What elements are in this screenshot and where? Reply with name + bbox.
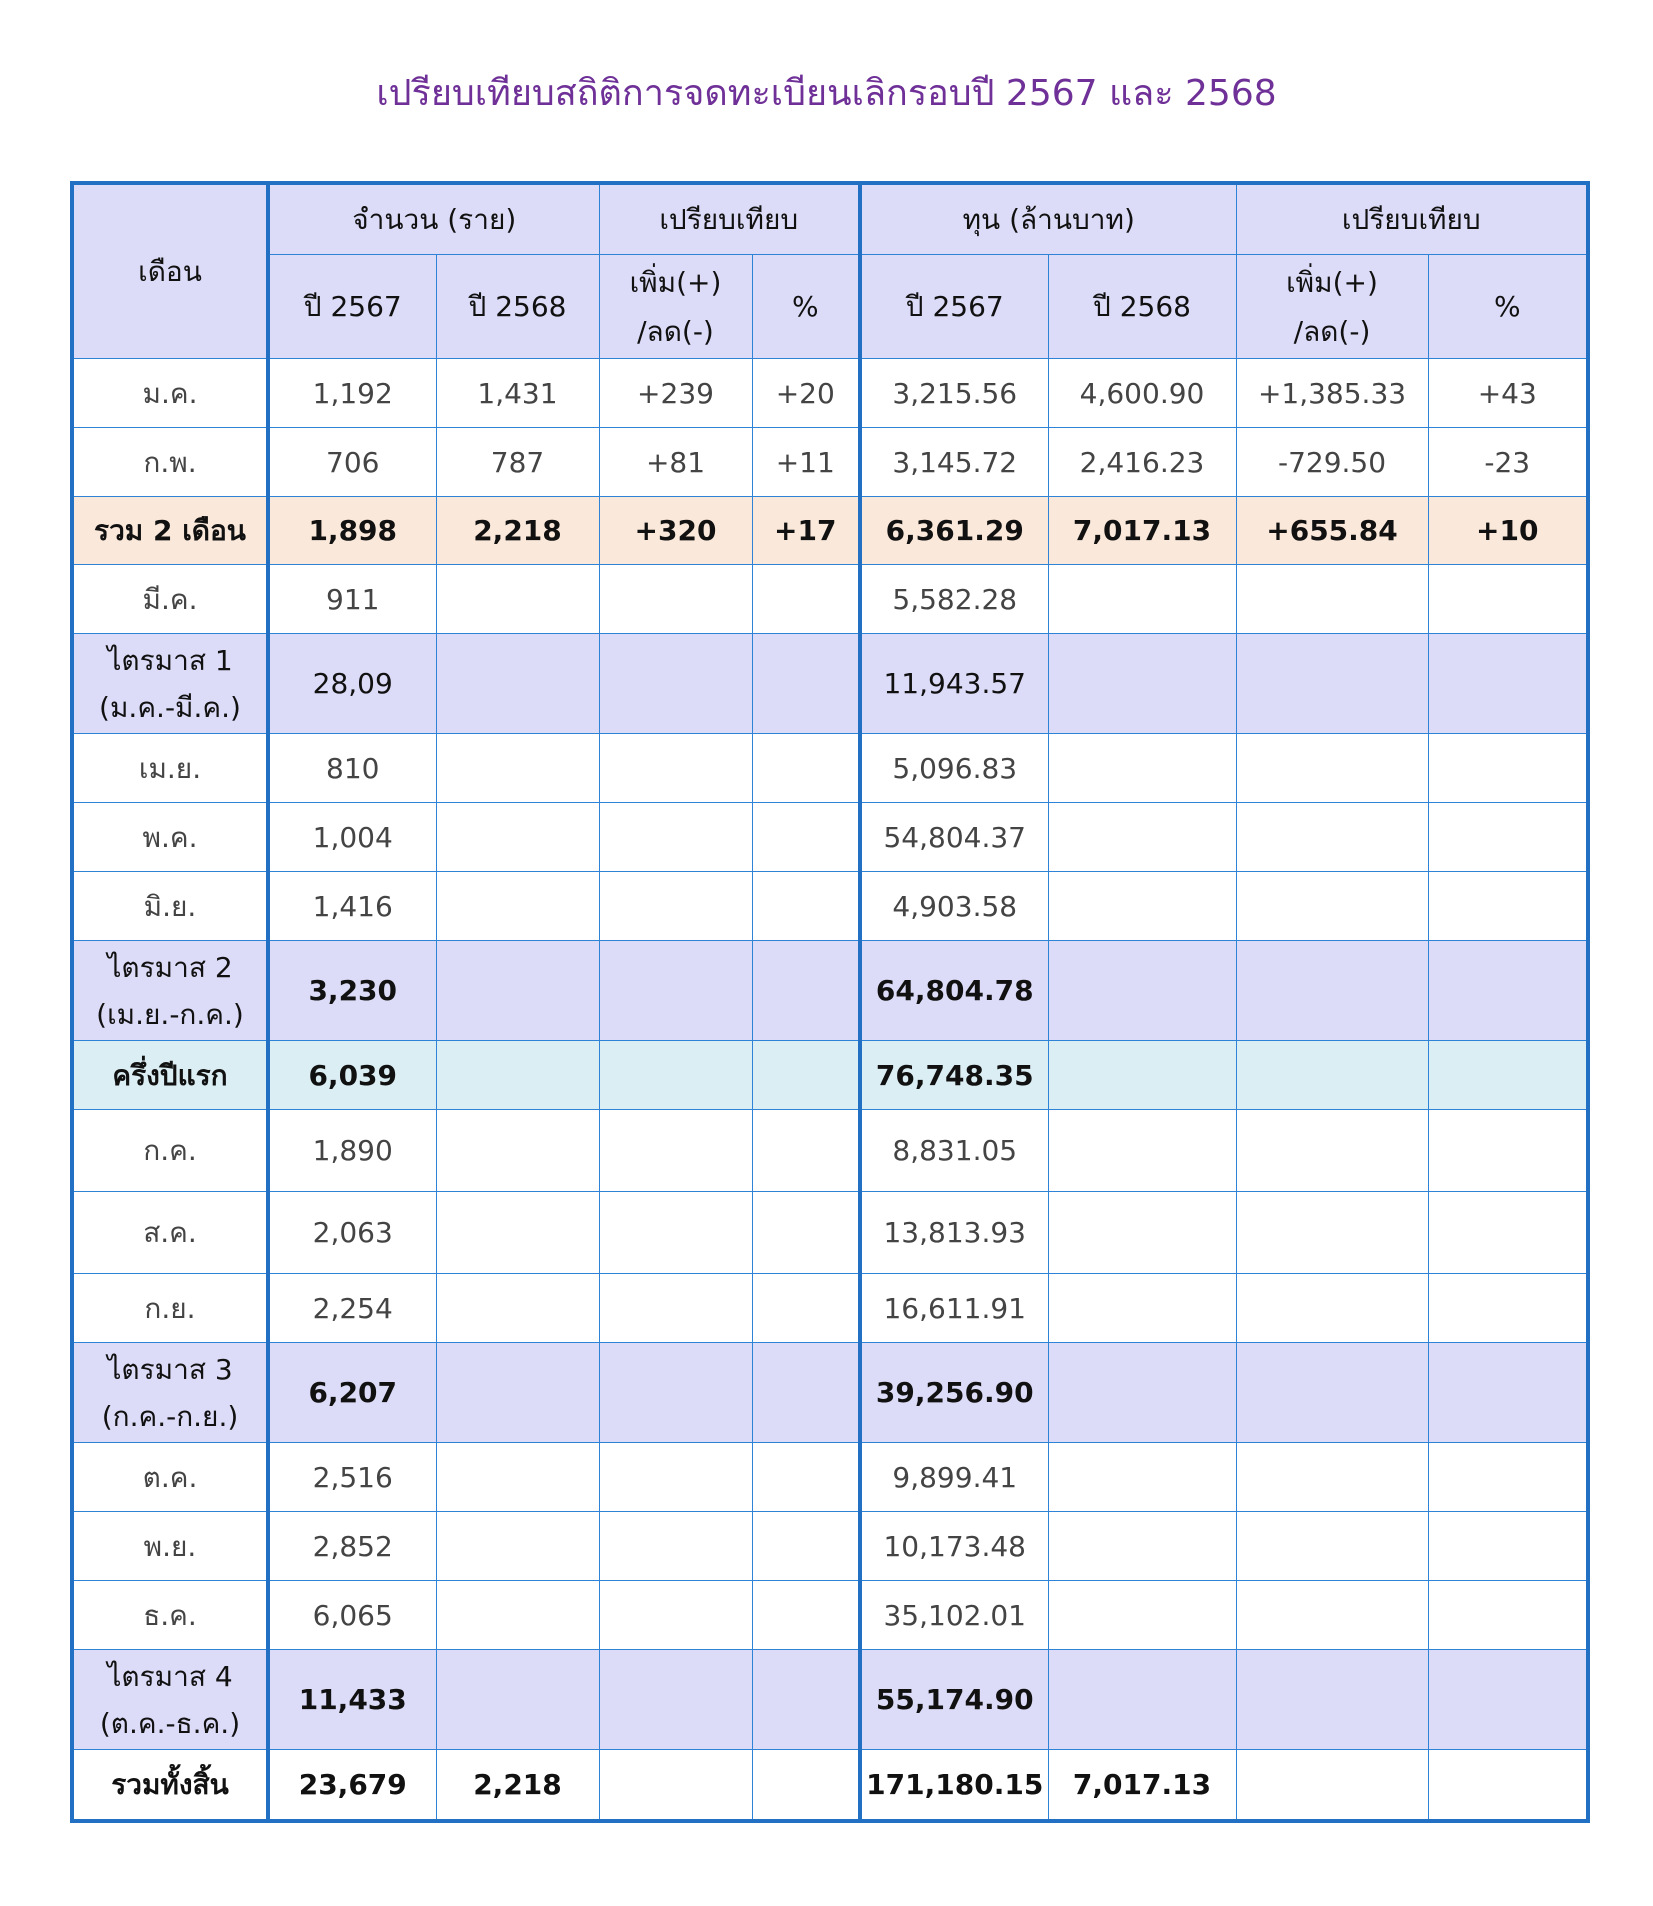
count-2567-cell: 2,516 xyxy=(268,1443,436,1512)
row-label xyxy=(72,634,268,734)
count-change-cell xyxy=(599,1581,752,1650)
capital-2567-cell: 76,748.35 xyxy=(860,1041,1048,1110)
count-change-cell xyxy=(599,1750,752,1822)
capital-2567-cell: 16,611.91 xyxy=(860,1274,1048,1343)
table-row-oct xyxy=(72,1443,1588,1512)
capital-percent-cell: +43 xyxy=(1428,359,1588,428)
count-2567-cell: 28,09 xyxy=(268,634,436,734)
row-label: ก.พ. xyxy=(72,428,268,497)
header-count-2567: ปี 2567 xyxy=(268,255,436,359)
count-change-cell: +81 xyxy=(599,428,752,497)
count-percent-cell xyxy=(752,1041,860,1110)
table-row-quarter-1 xyxy=(72,634,1588,734)
capital-percent-cell xyxy=(1428,1343,1588,1443)
capital-2568-cell xyxy=(1048,634,1236,734)
capital-percent-cell: -23 xyxy=(1428,428,1588,497)
count-change-cell xyxy=(599,1343,752,1443)
table-row-dec xyxy=(72,1581,1588,1650)
count-2567-cell: 2,852 xyxy=(268,1512,436,1581)
row-label: มิ.ย. xyxy=(72,872,268,941)
capital-2568-cell xyxy=(1048,803,1236,872)
row-label: รวม 2 เดือน xyxy=(72,497,268,565)
capital-percent-cell xyxy=(1428,1192,1588,1274)
count-2567-cell: 6,207 xyxy=(268,1343,436,1443)
table-row-jan xyxy=(72,359,1588,428)
row-label: ก.ค. xyxy=(72,1110,268,1192)
capital-change-cell xyxy=(1236,872,1428,941)
capital-change-cell xyxy=(1236,565,1428,634)
count-2567-cell: 11,433 xyxy=(268,1650,436,1750)
count-2567-cell: 1,192 xyxy=(268,359,436,428)
quarter-name: ไตรมาส 4 xyxy=(107,1659,233,1693)
count-percent-cell xyxy=(752,941,860,1041)
capital-percent-cell xyxy=(1428,634,1588,734)
count-change-cell xyxy=(599,634,752,734)
capital-percent-cell xyxy=(1428,803,1588,872)
capital-percent-cell xyxy=(1428,565,1588,634)
count-change-cell: +320 xyxy=(599,497,752,565)
count-2568-cell xyxy=(436,734,599,803)
capital-percent-cell xyxy=(1428,872,1588,941)
row-label: ก.ย. xyxy=(72,1274,268,1343)
header-change-line1: เพิ่ม(+) xyxy=(629,265,722,299)
capital-2567-cell: 5,096.83 xyxy=(860,734,1048,803)
count-2567-cell: 1,004 xyxy=(268,803,436,872)
count-2568-cell xyxy=(436,1443,599,1512)
header-capital-2568: ปี 2568 xyxy=(1048,255,1236,359)
table-row-jul xyxy=(72,1110,1588,1192)
capital-percent-cell xyxy=(1428,1041,1588,1110)
header-row-2 xyxy=(72,255,1588,359)
row-label: ส.ค. xyxy=(72,1192,268,1274)
quarter-name: ไตรมาส 2 xyxy=(107,950,233,984)
count-2567-cell: 911 xyxy=(268,565,436,634)
capital-change-cell xyxy=(1236,1110,1428,1192)
count-change-cell xyxy=(599,1274,752,1343)
capital-change-cell xyxy=(1236,1750,1428,1822)
capital-percent-cell xyxy=(1428,1750,1588,1822)
capital-2567-cell: 35,102.01 xyxy=(860,1581,1048,1650)
capital-2568-cell xyxy=(1048,872,1236,941)
table-row-apr xyxy=(72,734,1588,803)
capital-change-cell: +1,385.33 xyxy=(1236,359,1428,428)
row-label: เม.ย. xyxy=(72,734,268,803)
table-row-mar xyxy=(72,565,1588,634)
capital-2568-cell xyxy=(1048,1443,1236,1512)
count-percent-cell xyxy=(752,565,860,634)
capital-percent-cell xyxy=(1428,941,1588,1041)
count-2568-cell xyxy=(436,565,599,634)
header-count-2568: ปี 2568 xyxy=(436,255,599,359)
count-percent-cell xyxy=(752,1192,860,1274)
count-2568-cell: 1,431 xyxy=(436,359,599,428)
count-2567-cell: 6,065 xyxy=(268,1581,436,1650)
table-row-nov xyxy=(72,1512,1588,1581)
capital-2567-cell: 10,173.48 xyxy=(860,1512,1048,1581)
capital-percent-cell: +10 xyxy=(1428,497,1588,565)
row-label: รวมทั้งสิ้น xyxy=(72,1750,268,1822)
capital-2567-cell: 6,361.29 xyxy=(860,497,1048,565)
count-change-cell xyxy=(599,1443,752,1512)
capital-percent-cell xyxy=(1428,1650,1588,1750)
capital-2568-cell xyxy=(1048,1274,1236,1343)
header-capital-compare: เปรียบเทียบ xyxy=(1236,183,1588,255)
capital-change-cell xyxy=(1236,1274,1428,1343)
table-row-quarter-3 xyxy=(72,1343,1588,1443)
header-change-line2: /ลด(-) xyxy=(1293,314,1371,348)
row-label: ต.ค. xyxy=(72,1443,268,1512)
capital-2567-cell: 64,804.78 xyxy=(860,941,1048,1041)
quarter-name: ไตรมาส 1 xyxy=(107,643,233,677)
capital-2568-cell xyxy=(1048,565,1236,634)
count-2568-cell xyxy=(436,1041,599,1110)
table-row-may xyxy=(72,803,1588,872)
count-percent-cell xyxy=(752,1110,860,1192)
table-row-grand-total xyxy=(72,1750,1588,1822)
table-row-sep xyxy=(72,1274,1588,1343)
capital-2567-cell: 13,813.93 xyxy=(860,1192,1048,1274)
count-change-cell xyxy=(599,734,752,803)
capital-change-cell xyxy=(1236,634,1428,734)
count-percent-cell xyxy=(752,734,860,803)
capital-2567-cell: 171,180.15 xyxy=(860,1750,1048,1822)
count-percent-cell xyxy=(752,1650,860,1750)
capital-percent-cell xyxy=(1428,1274,1588,1343)
quarter-name: ไตรมาส 3 xyxy=(107,1352,233,1386)
row-label: ม.ค. xyxy=(72,359,268,428)
count-percent-cell xyxy=(752,1274,860,1343)
count-2567-cell: 3,230 xyxy=(268,941,436,1041)
row-label: พ.ค. xyxy=(72,803,268,872)
count-percent-cell xyxy=(752,803,860,872)
count-percent-cell xyxy=(752,1750,860,1822)
quarter-range: (ก.ค.-ก.ย.) xyxy=(101,1399,239,1433)
count-2568-cell xyxy=(436,803,599,872)
count-2568-cell xyxy=(436,1192,599,1274)
capital-change-cell xyxy=(1236,1581,1428,1650)
capital-change-cell xyxy=(1236,1192,1428,1274)
capital-change-cell xyxy=(1236,803,1428,872)
row-label xyxy=(72,941,268,1041)
header-capital-group: ทุน (ล้านบาท) xyxy=(860,183,1236,255)
capital-percent-cell xyxy=(1428,1581,1588,1650)
count-2567-cell: 1,898 xyxy=(268,497,436,565)
count-2568-cell xyxy=(436,1110,599,1192)
capital-change-cell xyxy=(1236,941,1428,1041)
quarter-range: (ต.ค.-ธ.ค.) xyxy=(99,1706,241,1740)
capital-2567-cell: 39,256.90 xyxy=(860,1343,1048,1443)
count-2568-cell: 2,218 xyxy=(436,1750,599,1822)
capital-2568-cell xyxy=(1048,734,1236,803)
count-percent-cell xyxy=(752,634,860,734)
table-row-quarter-2 xyxy=(72,941,1588,1041)
capital-2568-cell xyxy=(1048,1041,1236,1110)
header-count-group: จำนวน (ราย) xyxy=(268,183,599,255)
count-change-cell xyxy=(599,1650,752,1750)
header-change-line1: เพิ่ม(+) xyxy=(1286,265,1378,299)
header-capital-change xyxy=(1236,255,1428,359)
capital-2568-cell xyxy=(1048,1192,1236,1274)
capital-2568-cell xyxy=(1048,1650,1236,1750)
count-percent-cell xyxy=(752,1443,860,1512)
count-2568-cell xyxy=(436,1581,599,1650)
capital-2568-cell xyxy=(1048,1343,1236,1443)
count-2568-cell xyxy=(436,1512,599,1581)
count-2568-cell: 787 xyxy=(436,428,599,497)
row-label: ธ.ค. xyxy=(72,1581,268,1650)
count-change-cell xyxy=(599,1512,752,1581)
header-capital-percent: % xyxy=(1428,255,1588,359)
count-percent-cell xyxy=(752,872,860,941)
count-change-cell xyxy=(599,941,752,1041)
count-2568-cell xyxy=(436,1343,599,1443)
count-2567-cell: 2,254 xyxy=(268,1274,436,1343)
count-percent-cell xyxy=(752,1581,860,1650)
count-2567-cell: 1,890 xyxy=(268,1110,436,1192)
capital-2568-cell xyxy=(1048,1581,1236,1650)
count-2568-cell xyxy=(436,634,599,734)
row-label: ครึ่งปีแรก xyxy=(72,1041,268,1110)
count-2568-cell xyxy=(436,1274,599,1343)
count-2567-cell: 810 xyxy=(268,734,436,803)
capital-2567-cell: 8,831.05 xyxy=(860,1110,1048,1192)
capital-change-cell: -729.50 xyxy=(1236,428,1428,497)
capital-2567-cell: 9,899.41 xyxy=(860,1443,1048,1512)
table-row-aug xyxy=(72,1192,1588,1274)
header-count-change xyxy=(599,255,752,359)
capital-percent-cell xyxy=(1428,1110,1588,1192)
count-percent-cell: +17 xyxy=(752,497,860,565)
quarter-range: (ม.ค.-มี.ค.) xyxy=(99,690,241,724)
count-2567-cell: 706 xyxy=(268,428,436,497)
capital-change-cell: +655.84 xyxy=(1236,497,1428,565)
capital-2567-cell: 3,145.72 xyxy=(860,428,1048,497)
count-2568-cell xyxy=(436,1650,599,1750)
capital-percent-cell xyxy=(1428,734,1588,803)
count-change-cell xyxy=(599,872,752,941)
header-month: เดือน xyxy=(72,183,268,359)
count-2568-cell xyxy=(436,941,599,1041)
capital-2568-cell xyxy=(1048,1512,1236,1581)
capital-2568-cell: 4,600.90 xyxy=(1048,359,1236,428)
capital-2567-cell: 4,903.58 xyxy=(860,872,1048,941)
count-percent-cell xyxy=(752,1343,860,1443)
capital-2567-cell: 5,582.28 xyxy=(860,565,1048,634)
count-2568-cell: 2,218 xyxy=(436,497,599,565)
page-title: เปรียบเทียบสถิติการจดทะเบียนเลิกรอบปี 2567 และ 2568 xyxy=(376,73,1277,114)
capital-2568-cell: 7,017.13 xyxy=(1048,1750,1236,1822)
count-percent-cell: +20 xyxy=(752,359,860,428)
capital-change-cell xyxy=(1236,1041,1428,1110)
capital-2567-cell: 55,174.90 xyxy=(860,1650,1048,1750)
capital-percent-cell xyxy=(1428,1443,1588,1512)
count-percent-cell: +11 xyxy=(752,428,860,497)
capital-change-cell xyxy=(1236,1512,1428,1581)
count-2567-cell: 1,416 xyxy=(268,872,436,941)
table-row-first-half xyxy=(72,1041,1588,1110)
count-2567-cell: 2,063 xyxy=(268,1192,436,1274)
capital-change-cell xyxy=(1236,734,1428,803)
quarter-range: (เม.ย.-ก.ค.) xyxy=(96,997,244,1031)
count-change-cell xyxy=(599,1192,752,1274)
header-row-1 xyxy=(72,183,1588,255)
header-capital-2567: ปี 2567 xyxy=(860,255,1048,359)
capital-2567-cell: 3,215.56 xyxy=(860,359,1048,428)
count-2567-cell: 23,679 xyxy=(268,1750,436,1822)
row-label: มี.ค. xyxy=(72,565,268,634)
count-2567-cell: 6,039 xyxy=(268,1041,436,1110)
row-label xyxy=(72,1343,268,1443)
capital-change-cell xyxy=(1236,1650,1428,1750)
capital-2568-cell: 2,416.23 xyxy=(1048,428,1236,497)
count-change-cell xyxy=(599,1110,752,1192)
count-change-cell xyxy=(599,1041,752,1110)
capital-2567-cell: 11,943.57 xyxy=(860,634,1048,734)
capital-2568-cell xyxy=(1048,1110,1236,1192)
header-count-percent: % xyxy=(752,255,860,359)
row-label xyxy=(72,1650,268,1750)
row-label: พ.ย. xyxy=(72,1512,268,1581)
table-row-two-month-total xyxy=(72,497,1588,565)
capital-percent-cell xyxy=(1428,1512,1588,1581)
count-change-cell xyxy=(599,803,752,872)
capital-2568-cell: 7,017.13 xyxy=(1048,497,1236,565)
table-row-feb xyxy=(72,428,1588,497)
capital-change-cell xyxy=(1236,1343,1428,1443)
capital-2568-cell xyxy=(1048,941,1236,1041)
count-change-cell xyxy=(599,565,752,634)
table-row-quarter-4 xyxy=(72,1650,1588,1750)
header-change-line2: /ลด(-) xyxy=(637,314,714,348)
statistics-table xyxy=(70,181,1590,1823)
count-2568-cell xyxy=(436,872,599,941)
header-count-compare: เปรียบเทียบ xyxy=(599,183,860,255)
count-change-cell: +239 xyxy=(599,359,752,428)
capital-2567-cell: 54,804.37 xyxy=(860,803,1048,872)
table-row-jun xyxy=(72,872,1588,941)
capital-change-cell xyxy=(1236,1443,1428,1512)
count-percent-cell xyxy=(752,1512,860,1581)
